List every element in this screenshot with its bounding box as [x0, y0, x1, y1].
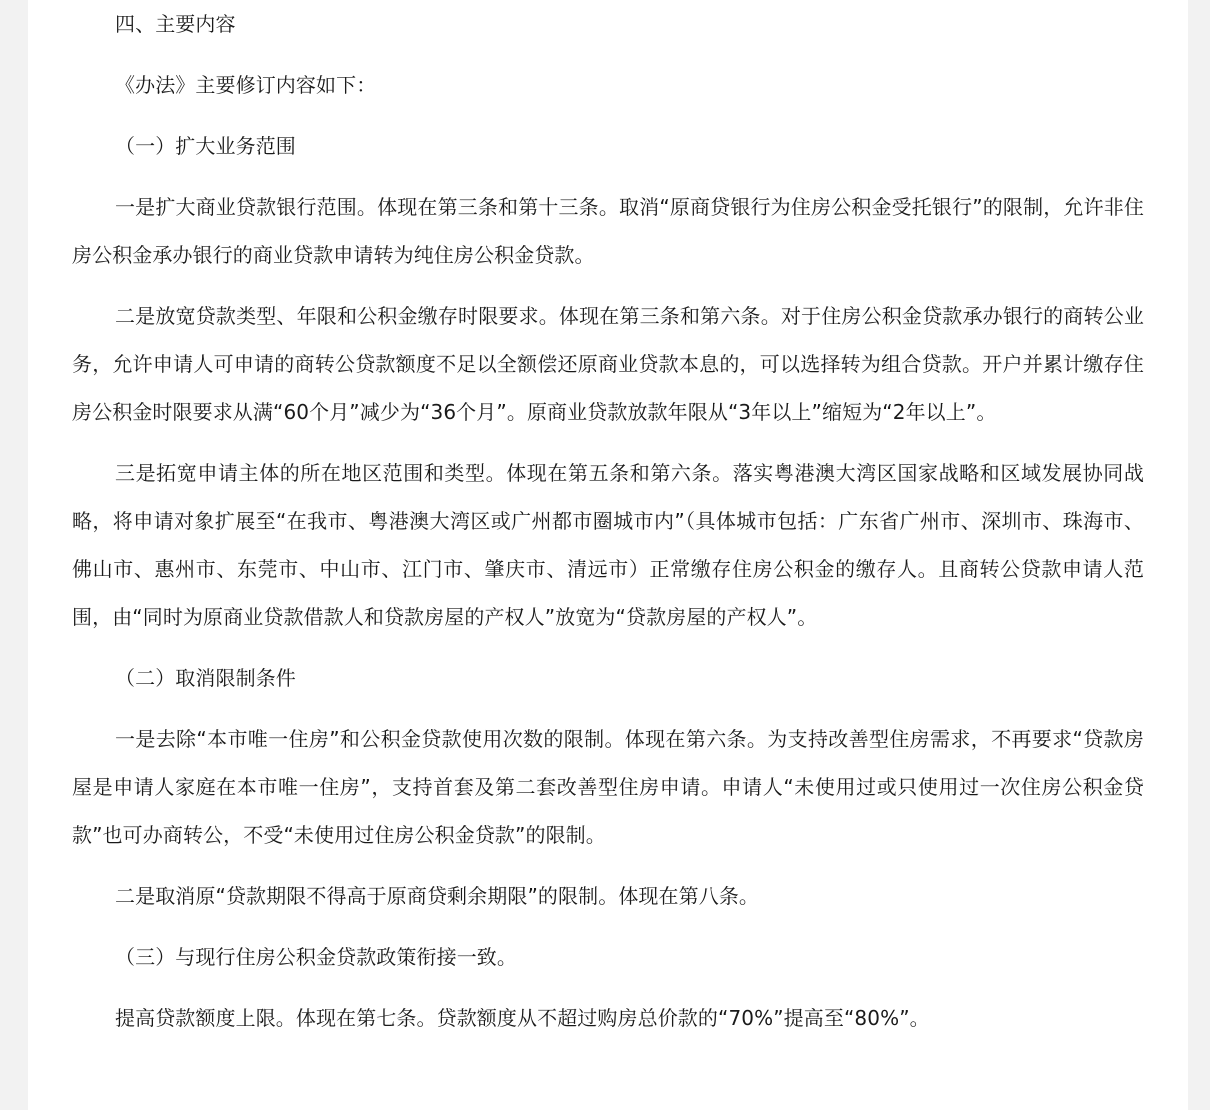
paragraph-remove-term-limit: 二是取消原“贷款期限不得高于原商贷剩余期限”的限制。体现在第八条。 — [115, 884, 760, 908]
paragraph-relax-loan-types: 二是放宽贷款类型、年限和公积金缴存时限要求。体现在第三条和第六条。对于住房公积金贷款承办银行的商转公业务，允许申请人可申请的商转公贷款额度不足以全额偿还原商业贷款本息的，可以选择转为组合贷款。开户并累计缴存住房公积金时限要求从满“60个月”减少为“36个月”。原商业贷款放款年限从“3年以上”缩短为“2年以上”。 — [72, 304, 1144, 424]
section-title: 四、主要内容 — [115, 12, 236, 36]
paragraph-raise-limit: 提高贷款额度上限。体现在第七条。贷款额度从不超过购房总价款的“70%”提高至“80%”。 — [115, 1006, 930, 1030]
paragraph-expand-applicants: 三是拓宽申请主体的所在地区范围和类型。体现在第五条和第六条。落实粤港澳大湾区国家战略和区域发展协同战略，将申请对象扩展至“在我市、粤港澳大湾区或广州都市圈城市内”（具体城市包括：广东省广州市、深圳市、珠海市、佛山市、惠州市、东莞市、中山市、江门市、肇庆市、清远市）正常缴存住房公积金的缴存人。且商转公贷款申请人范围，由“同时为原商业贷款借款人和贷款房屋的产权人”放宽为“贷款房屋的产权人”。 — [72, 461, 1144, 629]
paragraph-remove-unique-housing: 一是去除“本市唯一住房”和公积金贷款使用次数的限制。体现在第六条。为支持改善型住房需求，不再要求“贷款房屋是申请人家庭在本市唯一住房”，支持首套及第二套改善型住房申请。申请人“未使用过或只使用过一次住房公积金贷款”也可办商转公，不受“未使用过住房公积金贷款”的限制。 — [72, 727, 1144, 847]
document-content — [72, 0, 1144, 1042]
document-page — [28, 0, 1188, 1110]
subsection-3-title: （三）与现行住房公积金贷款政策衔接一致。 — [115, 945, 517, 969]
subsection-1-title: （一）扩大业务范围 — [115, 134, 296, 158]
intro-paragraph: 《办法》主要修订内容如下： — [115, 73, 377, 97]
subsection-2-title: （二）取消限制条件 — [115, 666, 296, 690]
paragraph-expand-banks: 一是扩大商业贷款银行范围。体现在第三条和第十三条。取消“原商贷银行为住房公积金受托银行”的限制，允许非住房公积金承办银行的商业贷款申请转为纯住房公积金贷款。 — [72, 195, 1144, 267]
